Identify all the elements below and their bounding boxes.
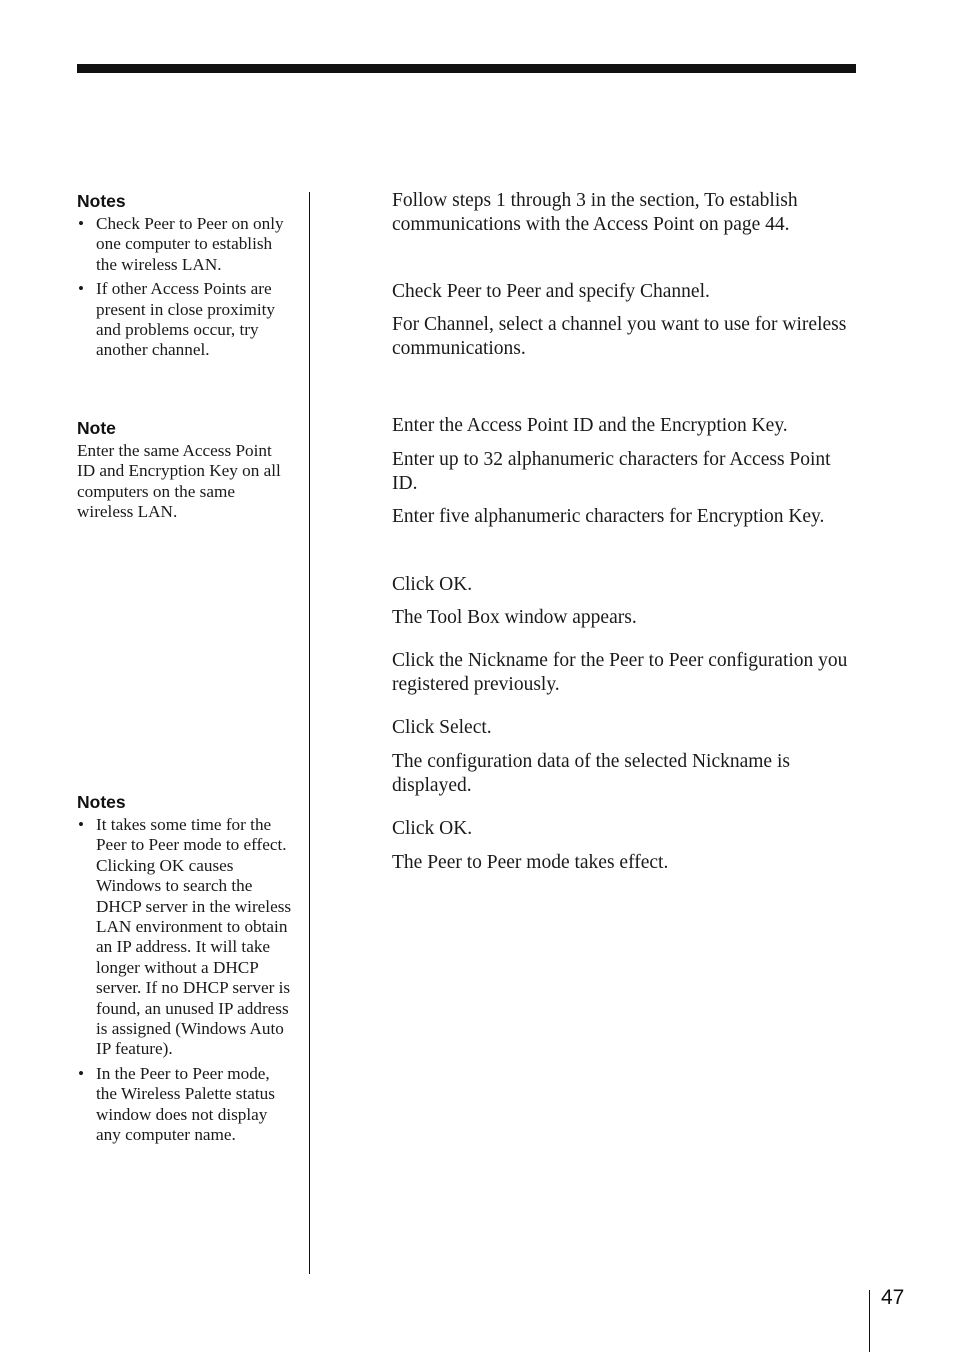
step-detail: The Peer to Peer mode takes effect. [392, 852, 669, 873]
notes-list [77, 214, 292, 361]
note-block-2 [77, 417, 292, 523]
step-text: Click OK. [392, 574, 473, 595]
step-text: Click the Nickname for the Peer to Peer configuration you registered previously. [392, 650, 848, 695]
step-text: Click OK. [392, 818, 473, 839]
note-text: Enter the same Access Point ID and Encryption Key on all computers on the same wireless LAN. [77, 441, 281, 522]
page-number: 47 [881, 1286, 905, 1309]
step-detail: Enter five alphanumeric characters for Encryption Key. [392, 506, 825, 527]
step-detail: The Tool Box window appears. [392, 607, 637, 628]
step-detail: The configuration data of the selected Nickname is displayed. [392, 751, 790, 796]
column-divider [309, 192, 310, 1274]
step-text: Click Select. [392, 717, 492, 738]
step-detail: Enter up to 32 alphanumeric characters for Access Point ID. [392, 449, 831, 494]
step-text: Enter the Access Point ID and the Encryption Key. [392, 415, 788, 436]
top-rule [77, 64, 856, 73]
note-item: • In the Peer to Peer mode, the Wireless Palette status window does not display any computer name. [77, 1064, 292, 1146]
note-item: • Check Peer to Peer on only one computer to establish the wireless LAN. [77, 214, 292, 275]
step-text: Check Peer to Peer and specify Channel. [392, 281, 710, 302]
note-item-text: It takes some time for the Peer to Peer mode to effect. [96, 815, 287, 855]
notes-heading: Notes [77, 792, 126, 812]
step-detail: For Channel, select a channel you want to use for wireless communications. [392, 314, 847, 359]
note-heading: Note [77, 418, 116, 438]
notes-block-3 [77, 791, 292, 1150]
note-item: • If other Access Points are present in close proximity and problems occur, try another channel. [77, 279, 292, 361]
notes-block-1 [77, 190, 292, 365]
notes-list [77, 815, 292, 1146]
note-item-continued: Clicking OK causes Windows to search the DHCP server in the wireless LAN environment to obtain an IP address. It will take longer without a DHCP server. If no DHCP server is found, an unused IP address is assigned (Windows Auto IP feature). [96, 855, 292, 1059]
notes-heading: Notes [77, 191, 126, 211]
note-item [77, 815, 292, 1060]
step-text: Follow steps 1 through 3 in the section, To establish communications with the Access Point on page 44. [392, 190, 798, 235]
page-number-rule [869, 1290, 870, 1352]
